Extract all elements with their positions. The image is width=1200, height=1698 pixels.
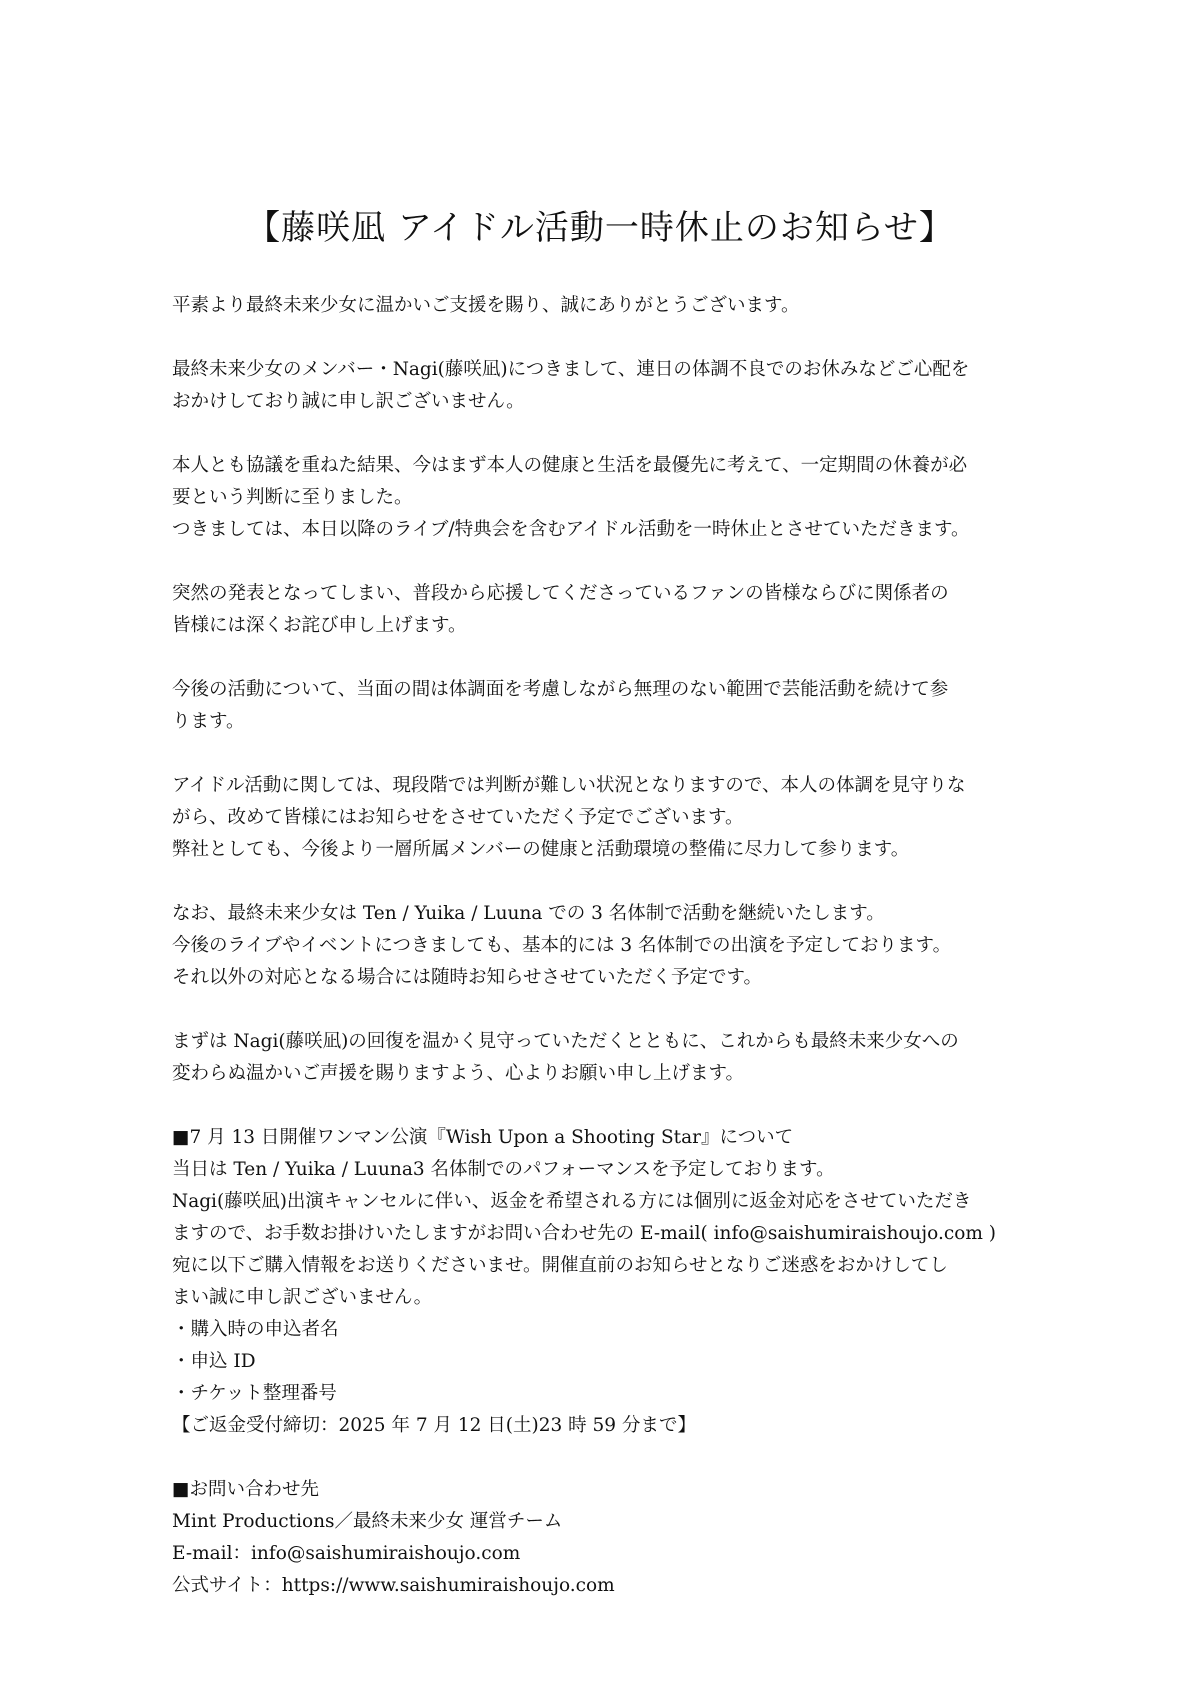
concert-refund-section (172, 1122, 1052, 1442)
email-label: E-mail： (172, 1543, 252, 1564)
text-line: アイドル活動に関しては、現段階では判断が難しい状況となりますので、本人の体調を見守りな (172, 775, 966, 796)
future-activity-paragraph (172, 674, 1052, 738)
text-line: まい誠に申し訳ございません。 (172, 1287, 433, 1308)
document-body (172, 290, 1052, 1634)
text-line: 今後の活動について、当面の間は体調面を考慮しながら無理のない範囲で芸能活動を続けて参 (172, 679, 949, 700)
email-line (172, 1538, 1052, 1570)
text-line: 要という判断に至りました。 (172, 487, 413, 508)
apology-paragraph (172, 354, 1052, 418)
refund-deadline: 【ご返金受付締切：2025 年 7 月 12 日(土)23 時 59 分まで】 (172, 1415, 696, 1436)
text-line: ります。 (172, 711, 245, 732)
text-line: 弊社としても、今後より一層所属メンバーの健康と活動環境の整備に尽力して参ります。 (172, 839, 910, 860)
sudden-announcement-paragraph (172, 578, 1052, 642)
text-line: なお、最終未来少女は Ten / Yuika / Luuna での 3 名体制で活動を継続いたします。 (172, 903, 885, 924)
decision-paragraph (172, 450, 1052, 546)
text-line: ますので、お手数お掛けいたしますがお問い合わせ先の E-mail( info@saishumiraishoujo.com ) (172, 1223, 996, 1244)
idol-activity-paragraph (172, 770, 1052, 866)
text-line: 平素より最終未来少女に温かいご支援を賜り、誠にありがとうございます。 (172, 295, 800, 316)
text-line: 変わらぬ温かいご声援を賜りますよう、心よりお願い申し上げます。 (172, 1063, 745, 1084)
contact-section (172, 1474, 1052, 1602)
section-heading: ■お問い合わせ先 (172, 1479, 319, 1500)
text-line: それ以外の対応となる場合には随時お知らせさせていただく予定です。 (172, 967, 762, 988)
required-info-item: ・申込 ID (172, 1351, 256, 1372)
website-line (172, 1570, 1052, 1602)
text-line: 当日は Ten / Yuika / Luuna3 名体制でのパフォーマンスを予定しております。 (172, 1159, 835, 1180)
text-line: 今後のライブやイベントにつきましても、基本的には 3 名体制での出演を予定しております。 (172, 935, 952, 956)
text-line: つきましては、本日以降のライブ/特典会を含むアイドル活動を一時休止とさせていただきます。 (172, 519, 970, 540)
text-line: 皆様には深くお詫び申し上げます。 (172, 615, 467, 636)
text-line: おかけしており誠に申し訳ございません。 (172, 391, 525, 412)
text-line: Nagi(藤咲凪)出演キャンセルに伴い、返金を希望される方には個別に返金対応をさせていただき (172, 1191, 972, 1212)
required-info-item: ・チケット整理番号 (172, 1383, 337, 1404)
section-heading: ■7 月 13 日開催ワンマン公演『Wish Upon a Shooting Star』について (172, 1127, 794, 1148)
closing-paragraph (172, 1026, 1052, 1090)
text-line: 最終未来少女のメンバー・Nagi(藤咲凪)につきまして、連日の体調不良でのお休みなどご心配を (172, 359, 970, 380)
three-member-paragraph (172, 898, 1052, 994)
website-label: 公式サイト： (172, 1575, 282, 1596)
website-url: https://www.saishumiraishoujo.com (281, 1575, 615, 1596)
text-line: まずは Nagi(藤咲凪)の回復を温かく見守っていただくとともに、これからも最終未来少女への (172, 1031, 959, 1052)
required-info-item: ・購入時の申込者名 (172, 1319, 339, 1340)
email-address: info@saishumiraishoujo.com (251, 1543, 521, 1564)
greeting-paragraph (172, 290, 1052, 322)
text-line: がら、改めて皆様にはお知らせをさせていただく予定でございます。 (172, 807, 744, 828)
organization-name: Mint Productions／最終未来少女 運営チーム (172, 1511, 563, 1532)
document-title: 【藤咲凪 アイドル活動一時休止のお知らせ】 (246, 208, 954, 248)
text-line: 宛に以下ご購入情報をお送りくださいませ。開催直前のお知らせとなりご迷惑をおかけしてし (172, 1255, 948, 1276)
text-line: 突然の発表となってしまい、普段から応援してくださっているファンの皆様ならびに関係者の (172, 583, 949, 604)
text-line: 本人とも協議を重ねた結果、今はまず本人の健康と生活を最優先に考えて、一定期間の休養が必 (172, 455, 968, 476)
